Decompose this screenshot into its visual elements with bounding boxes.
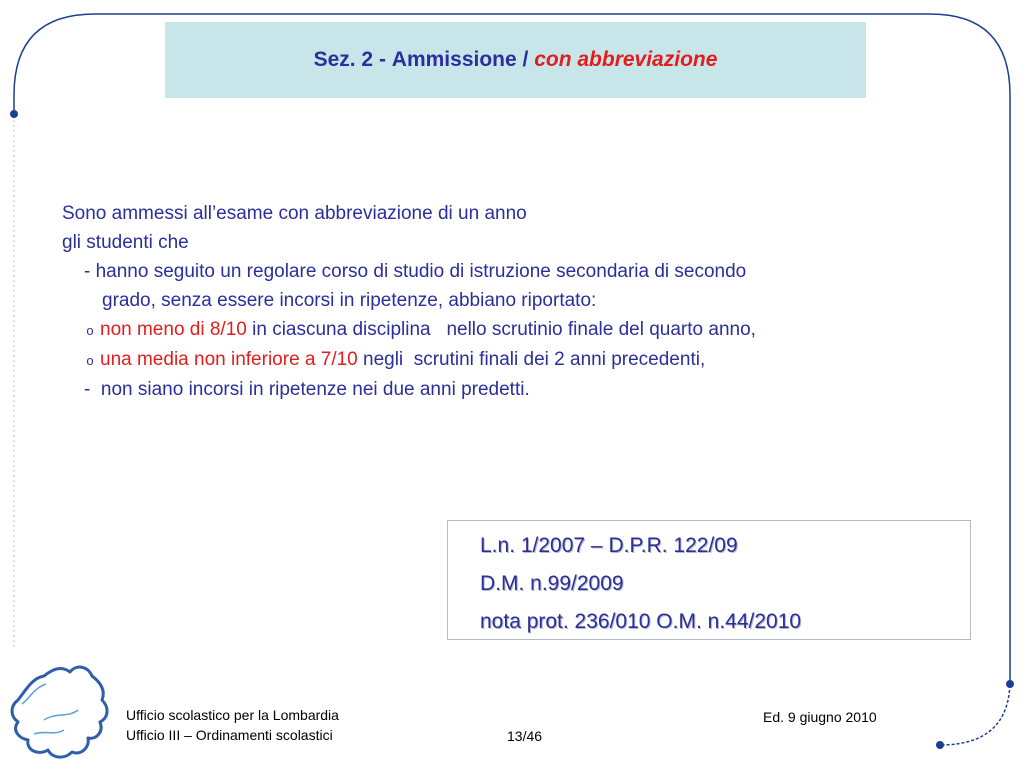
reference-2: D.M. n.99/2009 [480,572,624,595]
footer-office [126,705,339,745]
bullet-1-highlight: non meno di 8/10 [100,319,247,340]
body-line-last: - non siano incorsi in ripetenze nei due anni predetti. [84,379,530,400]
body-line-1: Sono ammessi all’esame con abbreviazione di un anno [62,203,527,224]
title-separator-1: - [373,48,392,71]
frame-dot-right [1006,680,1014,688]
title-abbreviation: con abbreviazione [534,48,718,71]
bullet-item-2 [62,345,962,375]
bullet-item-1 [62,315,962,345]
body-line-4: grado, senza essere incorsi in ripetenze, abbiano riportato: [102,290,597,311]
frame-dot-bottom [936,741,944,749]
title-section: Sez. 2 [313,48,374,71]
references-box [447,520,971,640]
bullet-marker: o [86,323,94,338]
frame-dot-left [10,110,18,118]
body-text [62,199,962,404]
reference-1: L.n. 1/2007 – D.P.R. 122/09 [480,534,738,557]
title-separator-2: / [516,48,535,71]
bullet-2-highlight: una media non inferiore a 7/10 [100,349,358,370]
title-admission: Ammissione [391,48,517,71]
body-line-3: - hanno seguito un regolare corso di studio di istruzione secondaria di secondo [84,261,747,282]
footer-office-line-2: Ufficio III – Ordinamenti scolastici [126,727,333,743]
reference-3: nota prot. 236/010 O.M. n.44/2010 [480,610,802,633]
slide-title [165,22,866,98]
footer-office-line-1: Ufficio scolastico per la Lombardia [126,707,339,723]
bullet-2-text: negli scrutini finali dei 2 anni precedenti, [357,349,706,370]
bullet-marker: o [86,353,94,368]
page-number: 13/46 [507,728,543,744]
body-line-2: gli studenti che [62,232,189,253]
lombardia-map-icon [4,660,116,768]
bullet-1-text: in ciascuna disciplina nello scrutinio finale del quarto anno, [246,319,756,340]
footer-edition: Ed. 9 giugno 2010 [763,709,877,725]
